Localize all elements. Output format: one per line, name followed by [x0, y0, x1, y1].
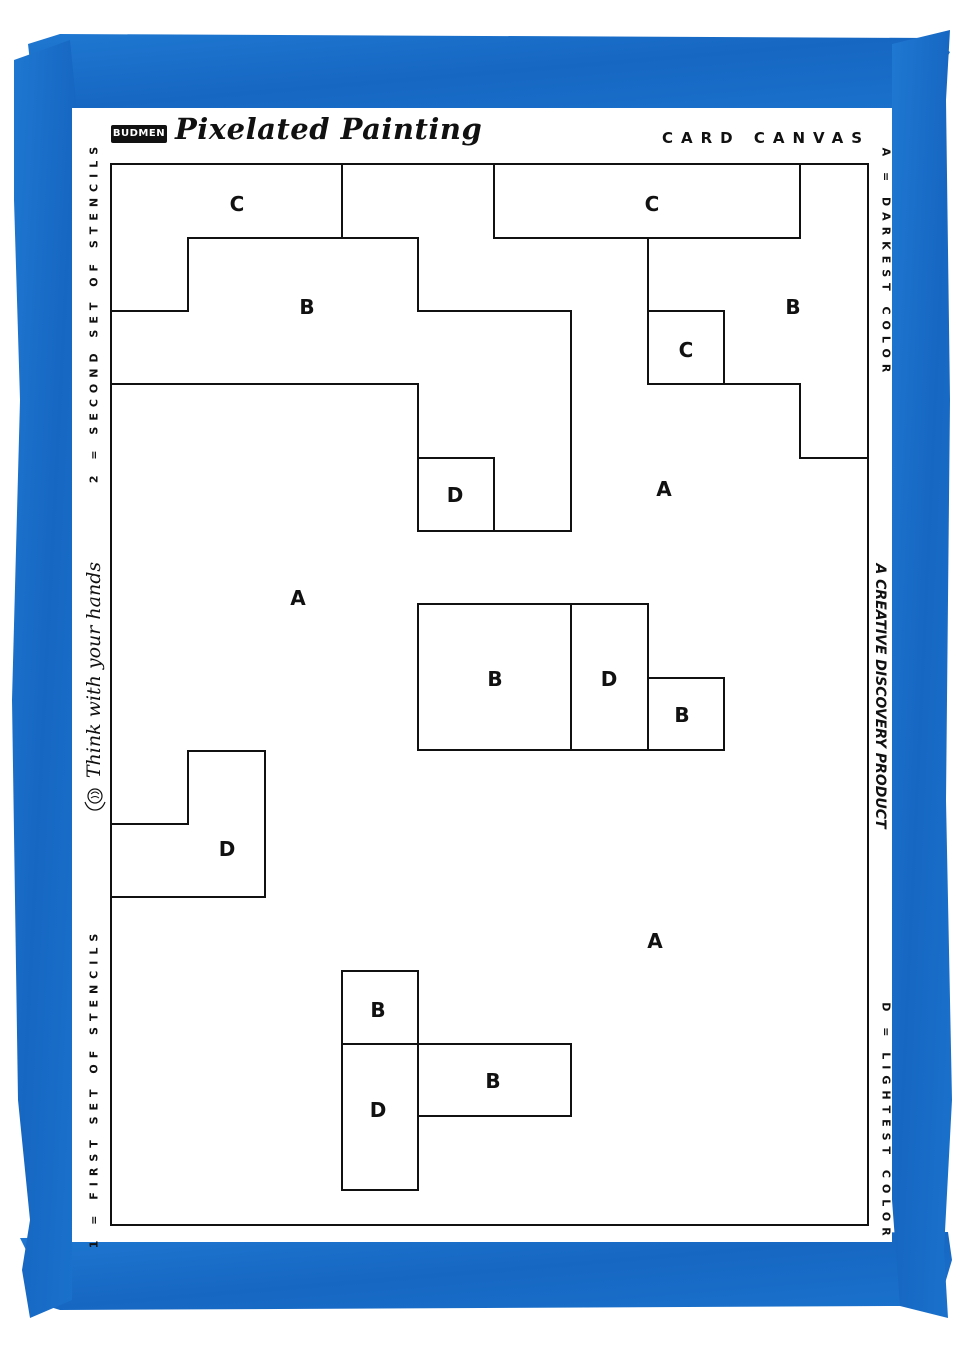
tagline: Think with your hands [83, 561, 105, 779]
region-d3: D [218, 837, 236, 861]
product-tagline: A CREATIVE DISCOVERY PRODUCT [872, 563, 888, 829]
region-c3: C [678, 338, 694, 362]
canvas-border [111, 164, 868, 1225]
brand-title: Pixelated Painting [175, 112, 483, 146]
region-b2: B [785, 295, 801, 319]
region-c2: C [644, 192, 660, 216]
lightest-color-label: D = LIGHTEST COLOR [879, 1002, 893, 1242]
region-a3: A [647, 929, 663, 953]
region-d2: D [600, 667, 618, 691]
region-d4: D [369, 1098, 387, 1122]
region-a2: A [290, 586, 306, 610]
region-b1: B [299, 295, 315, 319]
region-b6: B [485, 1069, 501, 1093]
region-d1: D [446, 483, 464, 507]
canvas-label: CARD CANVAS [661, 129, 870, 147]
region-a1: A [656, 477, 672, 501]
budmen-logo: BUDMEN [111, 125, 167, 143]
region-b4: B [674, 703, 690, 727]
darkest-color-label: A = DARKEST COLOR [879, 147, 893, 379]
region-b3: B [487, 667, 503, 691]
second-set-label: 2 = SECOND SET OF STENCILS [87, 140, 101, 484]
region-c1: C [229, 192, 245, 216]
region-b5: B [370, 998, 386, 1022]
first-set-label: 1 = FIRST SET OF STENCILS [87, 927, 101, 1249]
